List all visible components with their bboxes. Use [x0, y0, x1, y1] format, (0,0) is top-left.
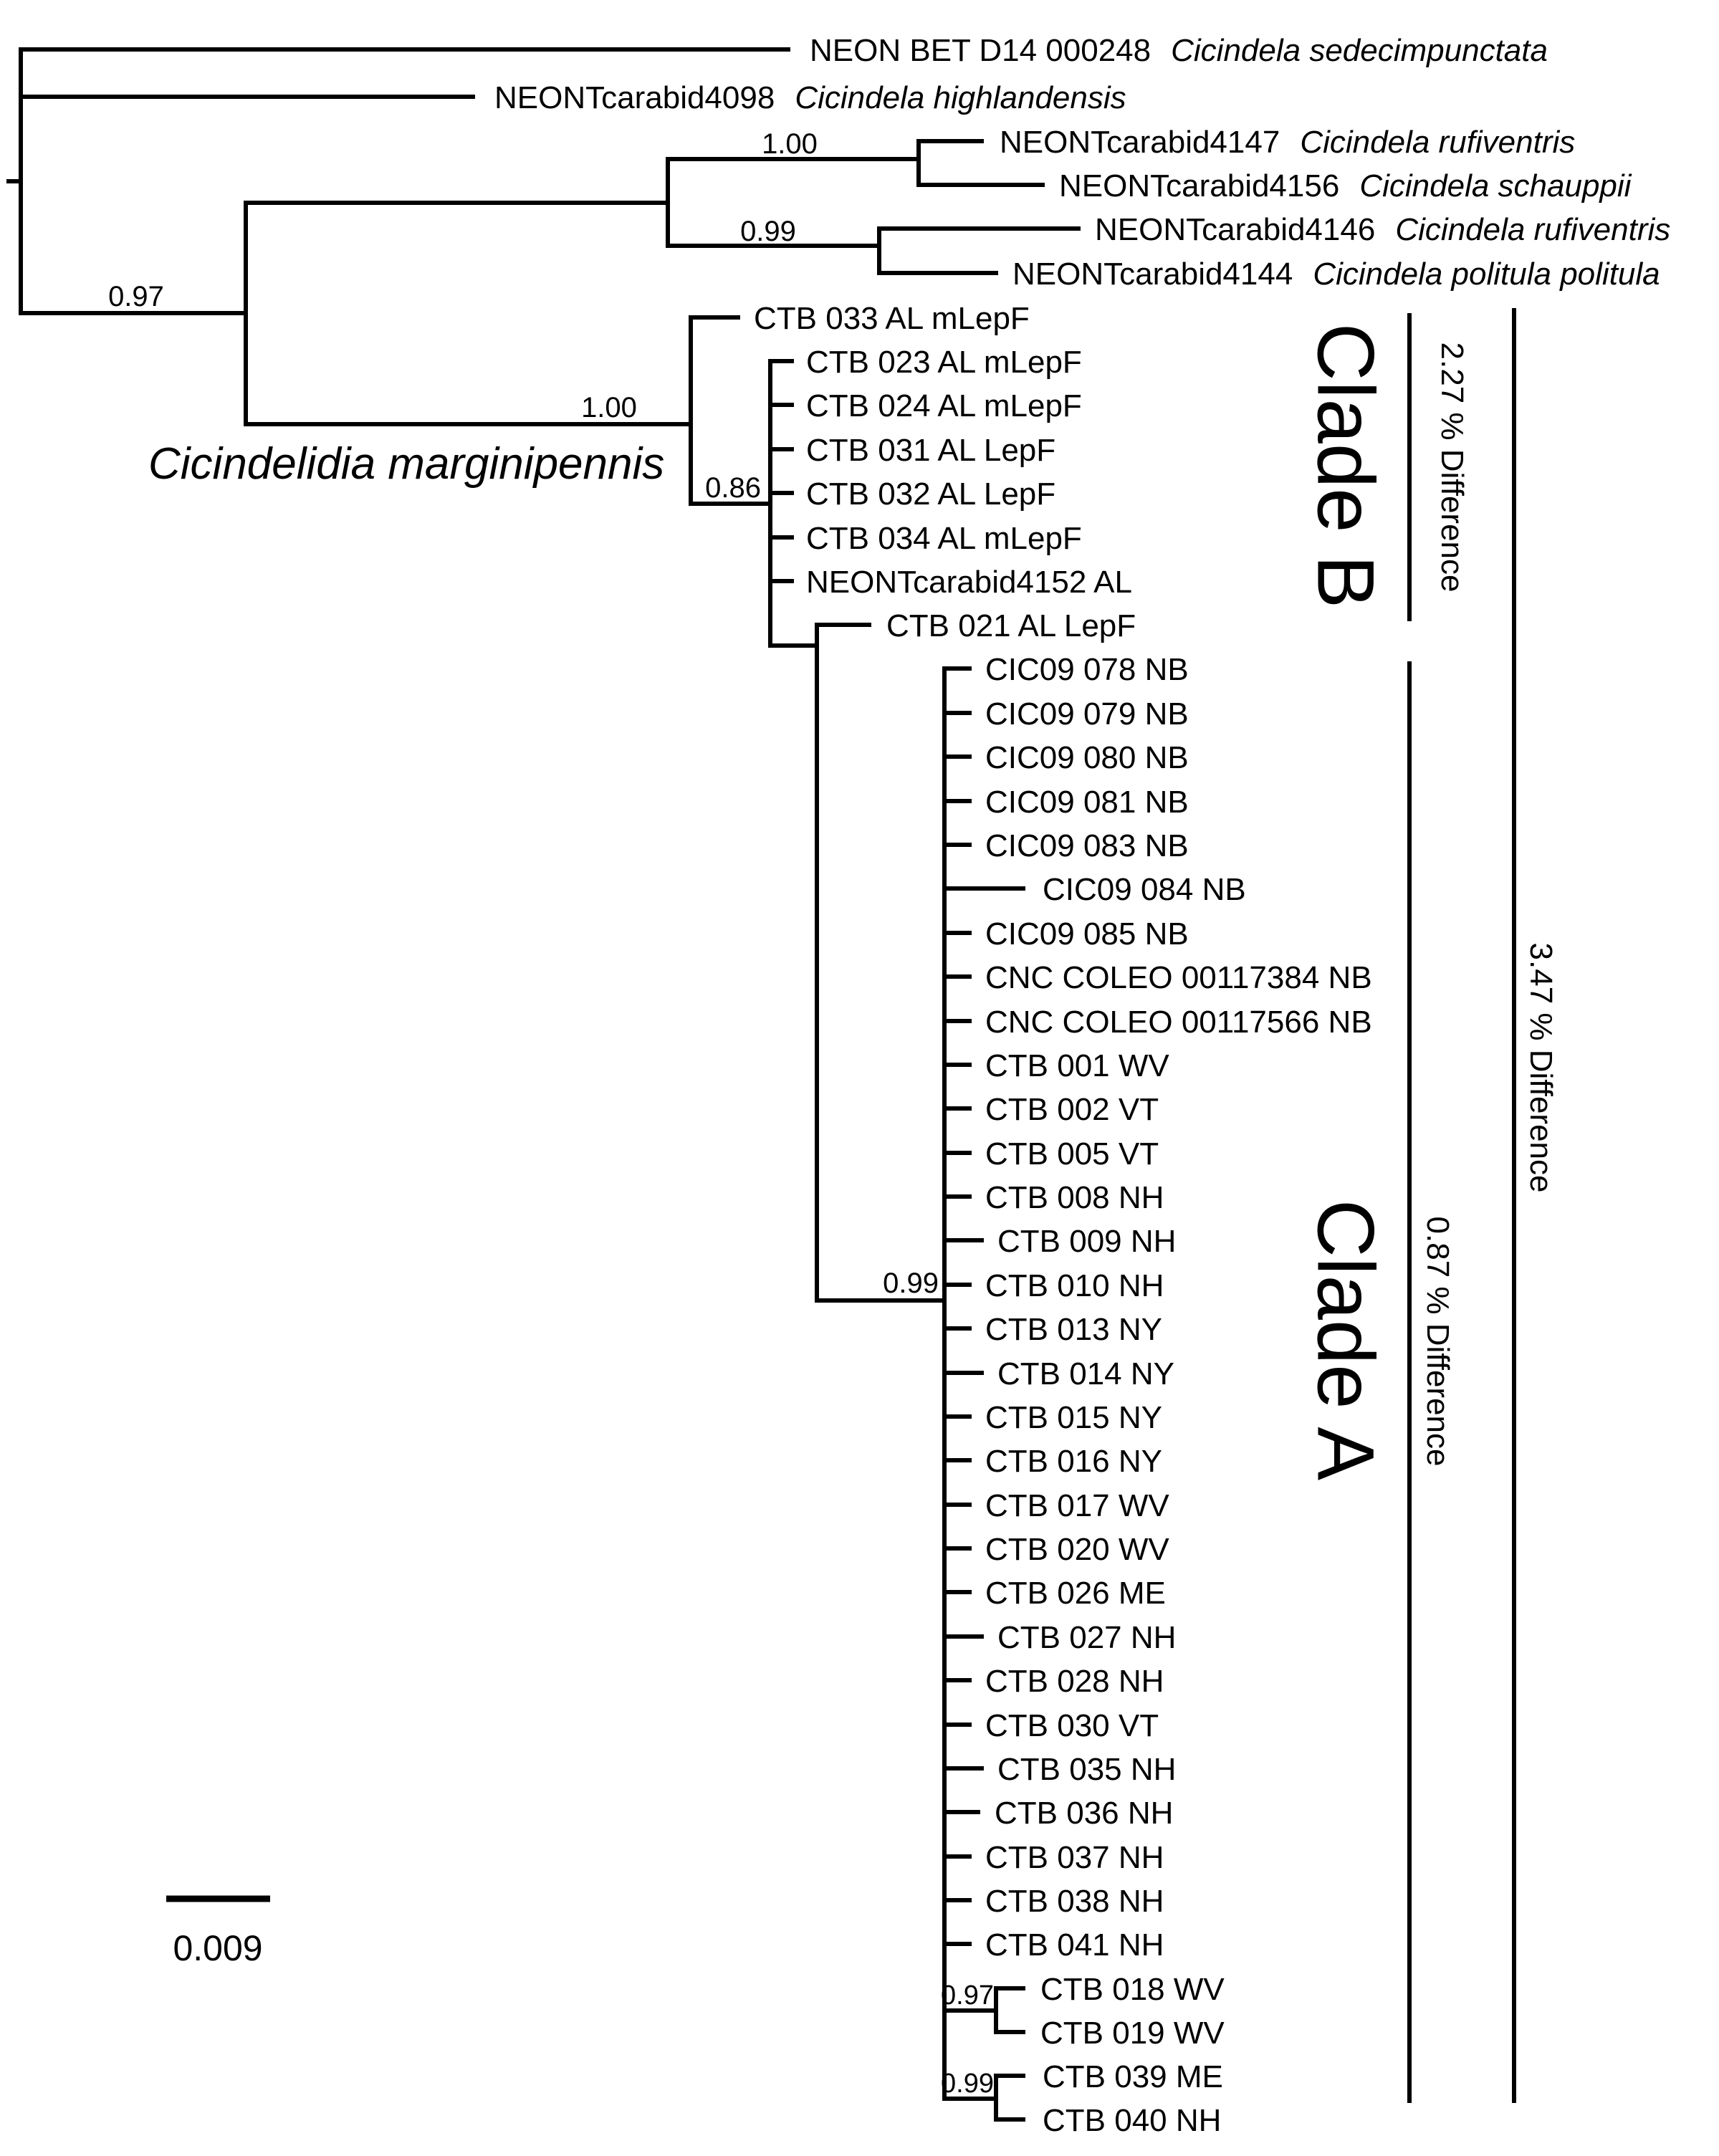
tip-label — [1043, 2059, 1223, 2094]
tip-label — [806, 433, 1055, 468]
tip-label — [985, 740, 1189, 775]
tip-code: CTB 027 NH — [997, 1619, 1177, 1655]
tip-species-name: Cicindela sedecimpunctata — [1171, 32, 1548, 68]
tip-code: NEONTcarabid4098 — [494, 80, 775, 115]
support-value: 1.00 — [762, 128, 818, 160]
tip-label — [806, 565, 1132, 600]
tip-species-name: Cicindela rufiventris — [1395, 211, 1671, 247]
tip-code: CTB 039 ME — [1043, 2059, 1223, 2094]
tip-code: CTB 041 NH — [985, 1927, 1164, 1963]
support-value: 0.99 — [941, 2069, 994, 2099]
tip-code: CIC09 085 NB — [985, 916, 1189, 952]
clade-label: Clade B — [1301, 322, 1391, 609]
tip-species-name: Cicindela rufiventris — [1300, 124, 1576, 160]
tip-label — [806, 521, 1082, 556]
tip-label — [985, 1048, 1169, 1083]
tip-code: CTB 033 AL mLepF — [754, 300, 1030, 336]
tip-code: NEONTcarabid4147 — [1000, 124, 1280, 160]
tip-code: CTB 018 WV — [1040, 1971, 1225, 2007]
tip-code: CTB 032 AL LepF — [806, 476, 1056, 512]
tip-label — [985, 1400, 1162, 1435]
tip-species-name: Cicindela schauppii — [1359, 168, 1632, 203]
tip-label — [754, 301, 1030, 336]
tip-label — [985, 1840, 1164, 1875]
tip-code: CIC09 081 NB — [985, 784, 1189, 820]
support-value: 1.00 — [581, 392, 637, 423]
tip-label — [985, 1927, 1164, 1963]
tip-code: CNC COLEO 00117566 NB — [985, 1004, 1372, 1040]
tip-label — [985, 1136, 1159, 1172]
tip-code: CTB 015 NY — [985, 1399, 1162, 1435]
tip-code: CTB 028 NH — [985, 1663, 1164, 1699]
support-value: 0.86 — [705, 472, 761, 504]
tip-code: CTB 002 VT — [985, 1091, 1159, 1127]
tip-code: CTB 023 AL mLepF — [806, 344, 1082, 380]
tip-code: CTB 010 NH — [985, 1268, 1164, 1303]
tip-code: CTB 034 AL mLepF — [806, 520, 1082, 556]
tip-label — [985, 828, 1189, 863]
tip-code: CTB 005 VT — [985, 1136, 1159, 1172]
tip-code: CIC09 083 NB — [985, 828, 1189, 863]
tip-label — [985, 1708, 1159, 1743]
scale-bar-label: 0.009 — [173, 1928, 263, 1968]
tip-code: CTB 017 WV — [985, 1487, 1169, 1523]
tip-code: CIC09 079 NB — [985, 696, 1189, 732]
tip-code: CTB 024 AL mLepF — [806, 388, 1082, 423]
support-value: 0.99 — [883, 1268, 939, 1299]
tip-label — [985, 652, 1189, 687]
tip-code: CTB 031 AL LepF — [806, 432, 1056, 468]
tip-label — [985, 960, 1372, 995]
tip-label — [985, 1488, 1169, 1523]
tip-label — [985, 1576, 1166, 1611]
tip-label — [997, 1620, 1176, 1655]
support-value: 0.97 — [108, 281, 164, 312]
tip-code: CTB 030 VT — [985, 1707, 1159, 1743]
genus-label: Cicindelidia marginipennis — [148, 439, 665, 489]
tip-code: CTB 009 NH — [997, 1223, 1177, 1259]
tip-label — [1040, 2016, 1225, 2051]
tip-label — [997, 1224, 1176, 1259]
tip-label — [886, 608, 1136, 643]
tip-code: NEONTcarabid4146 — [1095, 211, 1376, 247]
tip-label — [985, 1884, 1164, 1919]
tip-code: NEONTcarabid4156 — [1059, 168, 1340, 203]
difference-label: 0.87 % Difference — [1420, 1216, 1456, 1467]
tip-label — [985, 916, 1189, 952]
tip-label — [494, 80, 1126, 115]
tip-label — [985, 1532, 1169, 1567]
tip-label — [1040, 1972, 1225, 2007]
tip-label — [1043, 872, 1246, 907]
tip-code: CTB 035 NH — [997, 1751, 1177, 1787]
tip-code: NEONTcarabid4152 AL — [806, 564, 1132, 600]
tip-code: NEONTcarabid4144 — [1012, 256, 1293, 292]
tip-label — [1012, 257, 1660, 292]
tip-code: CTB 040 NH — [1043, 2102, 1222, 2138]
tip-label — [806, 345, 1082, 380]
tip-label — [985, 1268, 1164, 1303]
tip-label — [985, 1312, 1162, 1347]
tip-label — [985, 1664, 1164, 1699]
tip-code: CTB 019 WV — [1040, 2015, 1225, 2051]
tip-label — [997, 1356, 1174, 1391]
tip-label — [997, 1752, 1176, 1787]
tip-code: CTB 014 NY — [997, 1356, 1174, 1391]
tip-code: CNC COLEO 00117384 NB — [985, 959, 1372, 995]
tip-label — [985, 1180, 1164, 1215]
tip-code: CIC09 078 NB — [985, 651, 1189, 687]
difference-label: 3.47 % Difference — [1523, 942, 1559, 1193]
tip-label — [1043, 2103, 1221, 2138]
clade-label: Clade A — [1301, 1199, 1391, 1481]
tip-label — [985, 785, 1189, 820]
tip-label — [810, 33, 1548, 68]
tip-code: CTB 037 NH — [985, 1839, 1164, 1875]
tip-species-name: Cicindela highlandensis — [795, 80, 1126, 115]
tip-code: CTB 001 WV — [985, 1048, 1169, 1083]
difference-label: 2.27 % Difference — [1435, 342, 1470, 593]
tip-label — [806, 388, 1082, 423]
tip-code: CTB 013 NY — [985, 1311, 1162, 1347]
tip-code: CTB 021 AL LepF — [886, 608, 1136, 643]
tip-code: CTB 020 WV — [985, 1531, 1169, 1567]
tip-code: CTB 036 NH — [995, 1795, 1174, 1831]
tip-species-name: Cicindela politula politula — [1313, 256, 1660, 292]
tip-label — [985, 1005, 1372, 1040]
support-value: 0.99 — [740, 216, 796, 247]
tip-code: CIC09 080 NB — [985, 739, 1189, 775]
tip-code: CIC09 084 NB — [1043, 871, 1246, 907]
tip-code: CTB 016 NY — [985, 1443, 1162, 1479]
tip-label — [985, 1092, 1159, 1127]
tip-label — [806, 476, 1055, 512]
tip-code: CTB 008 NH — [985, 1179, 1164, 1215]
tip-code: CTB 038 NH — [985, 1883, 1164, 1919]
tip-label — [995, 1796, 1173, 1831]
tip-code: NEON BET D14 000248 — [810, 32, 1151, 68]
tip-label — [985, 696, 1189, 732]
support-value: 0.97 — [941, 1980, 994, 2011]
tip-code: CTB 026 ME — [985, 1575, 1166, 1611]
tip-label — [985, 1444, 1162, 1479]
